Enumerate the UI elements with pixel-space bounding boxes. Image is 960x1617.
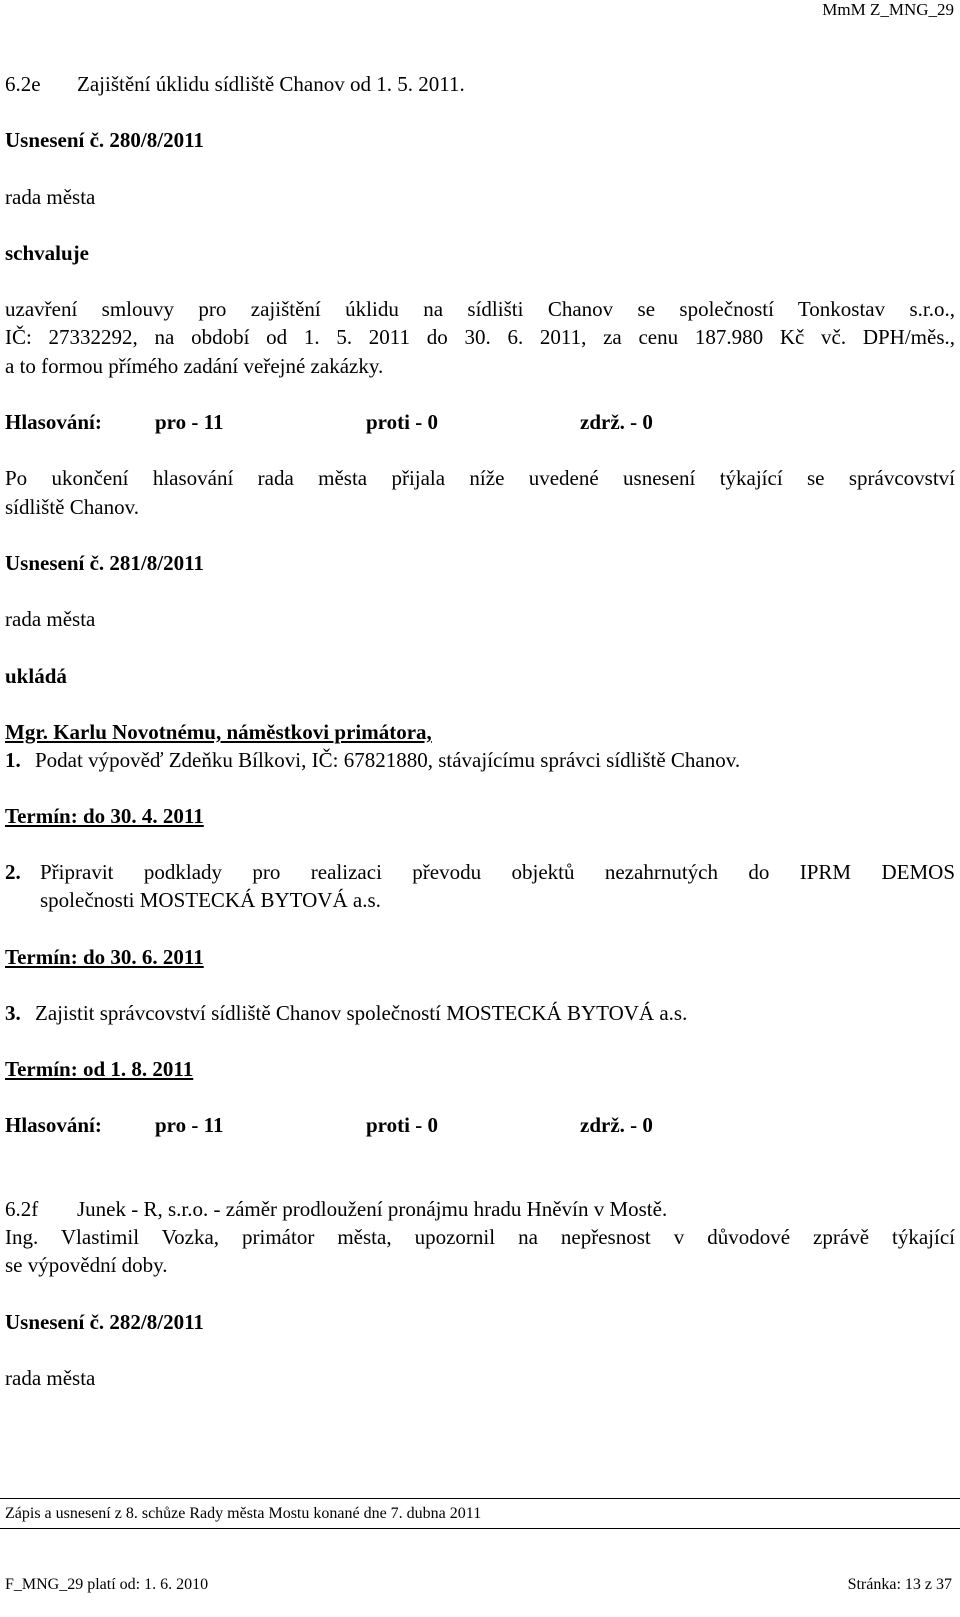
resolution-text-line: a to formou přímého zadání veřejné zakázky. (5, 354, 384, 378)
task-deadline: Termín: do 30. 4. 2011 (5, 804, 204, 828)
resolution-verb: ukládá (5, 664, 67, 688)
item-title: Junek - R, s.r.o. - záměr prodloužení pronájmu hradu Hněvín v Mostě. (77, 1197, 668, 1221)
vote-proti: proti - 0 (366, 410, 438, 434)
task-text: Podat výpověď Zdeňku Bílkovi, IČ: 67821880, stávajícímu správci sídliště Chanov. (35, 748, 741, 772)
task-text: Zajistit správcovství sídliště Chanov společností MOSTECKÁ BYTOVÁ a.s. (35, 1001, 688, 1025)
task-text: Připravit podklady pro realizaci převodu objektů nezahrnutých do IPRM DEMOS (40, 860, 955, 884)
item-note-line: se výpovědní doby. (5, 1253, 168, 1277)
item-number: 6.2f (5, 1197, 39, 1221)
resolution-body: rada města (5, 1366, 96, 1390)
document-code: MmM Z_MNG_29 (822, 0, 954, 19)
footer-page: Stránka: 13 z 37 (847, 1576, 952, 1593)
footer-meeting: Zápis a usnesení z 8. schůze Rady města Mostu konané dne 7. dubna 2011 (5, 1505, 482, 1522)
task-number: 2. (5, 860, 21, 884)
resolution-heading: Usnesení č. 281/8/2011 (5, 551, 204, 575)
task-deadline: Termín: do 30. 6. 2011 (5, 945, 204, 969)
vote-label: Hlasování: (5, 410, 102, 434)
footer-form: F_MNG_29 platí od: 1. 6. 2010 (5, 1576, 209, 1593)
resolution-verb: schvaluje (5, 241, 89, 265)
resolution-heading: Usnesení č. 280/8/2011 (5, 128, 204, 152)
vote-label: Hlasování: (5, 1113, 102, 1137)
vote-proti: proti - 0 (366, 1113, 438, 1137)
item-number: 6.2e (5, 72, 41, 96)
resolution-body: rada města (5, 185, 96, 209)
note-line: sídliště Chanov. (5, 495, 139, 519)
vote-pro: pro - 11 (155, 1113, 224, 1137)
resolution-addressee: Mgr. Karlu Novotnému, náměstkovi primátora, (5, 720, 432, 744)
item-title: Zajištění úklidu sídliště Chanov od 1. 5. 2011. (77, 72, 465, 96)
item-note-line: Ing. Vlastimil Vozka, primátor města, upozornil na nepřesnost v důvodové zprávě týkající (5, 1225, 955, 1249)
footer-divider (0, 1528, 960, 1529)
task-number: 3. (5, 1001, 21, 1025)
vote-zdrz: zdrž. - 0 (580, 410, 653, 434)
vote-zdrz: zdrž. - 0 (580, 1113, 653, 1137)
task-text: společnosti MOSTECKÁ BYTOVÁ a.s. (40, 888, 381, 912)
task-deadline: Termín: od 1. 8. 2011 (5, 1057, 194, 1081)
resolution-text-line: IČ: 27332292, na období od 1. 5. 2011 do 30. 6. 2011, za cenu 187.980 Kč vč. DPH/měs., (5, 325, 955, 349)
resolution-text-line: uzavření smlouvy pro zajištění úklidu na sídlišti Chanov se společností Tonkostav s.r.o., (5, 297, 955, 321)
vote-pro: pro - 11 (155, 410, 224, 434)
footer-divider (0, 1498, 960, 1499)
resolution-body: rada města (5, 607, 96, 631)
resolution-heading: Usnesení č. 282/8/2011 (5, 1310, 204, 1334)
note-line: Po ukončení hlasování rada města přijala níže uvedené usnesení týkající se správcovství (5, 466, 955, 490)
task-number: 1. (5, 748, 21, 772)
